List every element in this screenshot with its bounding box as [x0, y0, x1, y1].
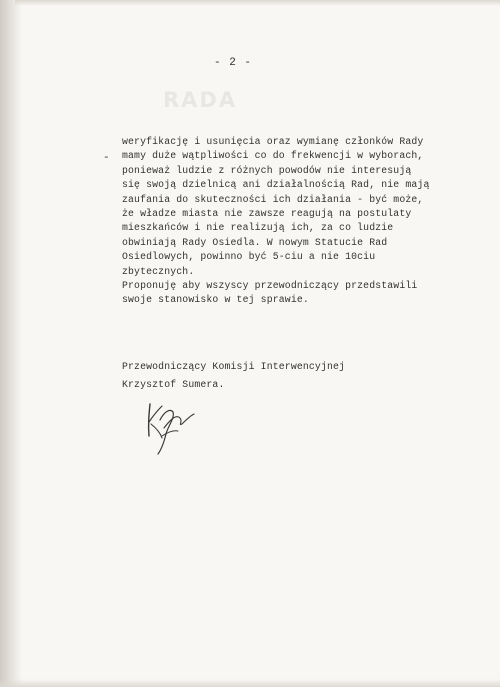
- body-line: że władze miasta nie zawsze reagują na postulaty: [122, 207, 412, 219]
- body-line: zbytecznych.: [122, 265, 195, 277]
- body-line: weryfikację i usunięcia oraz wymianę członków Rady: [122, 136, 424, 147]
- body-line: mamy duże wątpliwości co do frekwencji w wyborach,: [122, 150, 424, 162]
- body-line: mieszkańców i nie realizują ich, za co ludzie: [122, 222, 394, 234]
- scan-top-edge: [15, 0, 500, 6]
- body-line: ponieważ ludzie z różnych powodów nie interesują: [122, 164, 412, 176]
- signature-block: [122, 358, 345, 394]
- body-line: swoje stanowisko w tej sprawie.: [122, 294, 309, 306]
- letterhead-show-through: RADA: [163, 88, 238, 112]
- scan-edge-shadow: [0, 0, 22, 687]
- body-line: Proponuję aby wszyscy przewodniczący przedstawili: [122, 279, 418, 291]
- margin-mark: -: [103, 152, 110, 164]
- handwritten-signature: [140, 398, 200, 456]
- letter-body: [122, 135, 462, 308]
- body-line: zaufania do skuteczności ich działania - być może,: [122, 193, 424, 205]
- body-line: obwiniają Rady Osiedla. W nowym Statucie Rad: [122, 236, 388, 248]
- page-number: - 2 -: [214, 57, 253, 69]
- body-line: Osiedlowych, powinno być 5-ciu a nie 10ciu: [122, 251, 376, 263]
- signatory-title: Przewodniczący Komisji Interwencyjnej: [122, 361, 346, 372]
- body-line: się swoją dzielnicą ani działalnością Rad, nie mają: [122, 179, 430, 191]
- scan-bottom-edge: [0, 679, 500, 687]
- signatory-name: Krzysztof Sumera.: [122, 379, 225, 390]
